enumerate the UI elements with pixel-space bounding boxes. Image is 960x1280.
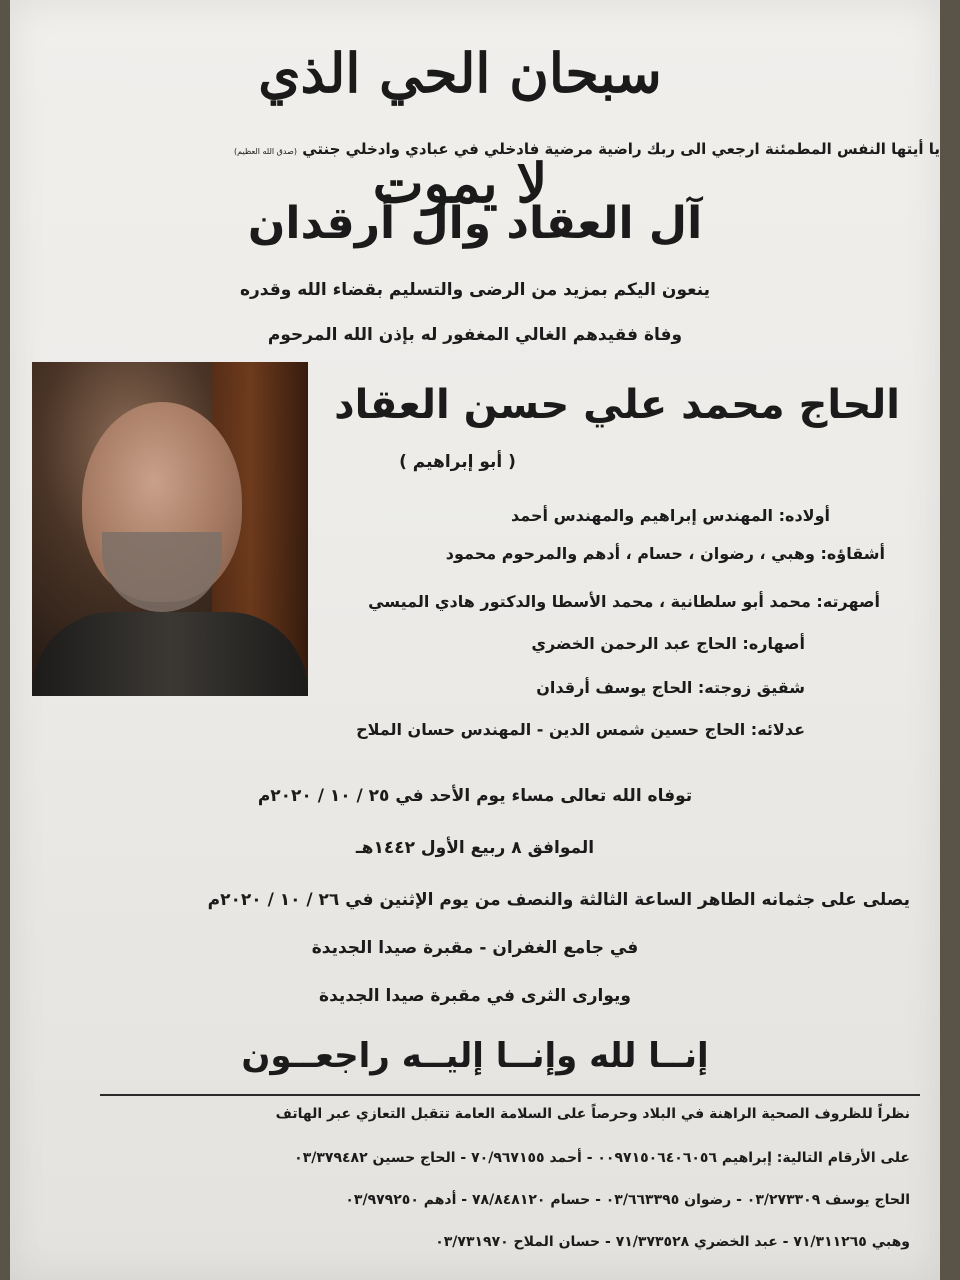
announcement-line-1: ينعون اليكم بمزيد من الرضى والتسليم بقضاء الله وقدره [239, 280, 711, 300]
prayer-info: يصلى على جثمانه الطاهر الساعة الثالثة والنصف من يوم الإثنين في ٢٦ / ١٠ / ٢٠٢٠م [207, 890, 910, 910]
relatives-line: أصهرته: محمد أبو سلطانية ، محمد الأسطا والدكتور هادي الميسي [368, 592, 880, 611]
verse-text: يا أيتها النفس المطمئنة ارجعي الى ربك راضية مرضية فادخلي في عبادي وادخلي جنتي [302, 140, 940, 158]
relatives-line: شقيق زوجته: الحاج يوسف أرقدان [536, 678, 805, 697]
verse-note: (صدق الله العظيم) [234, 147, 297, 156]
phone-numbers-line: وهبي ٧١/٣١١٢٦٥ - عبد الخضري ٧١/٣٧٣٥٢٨ - حسان الملاح ٠٣/٧٣١٩٧٠ [435, 1234, 910, 1250]
families-title: آل العقاد وآل أرقدان [247, 198, 703, 249]
death-date: توفاه الله تعالى مساء يوم الأحد في ٢٥ / ١٠ / ٢٠٢٠م [257, 786, 693, 806]
photo-beard [102, 532, 222, 612]
relatives-line: أولاده: المهندس إبراهيم والمهندس أحمد [511, 506, 830, 525]
hijri-date: الموافق ٨ ربيع الأول ١٤٤٢هـ [355, 838, 595, 858]
relatives-line: أصهاره: الحاج عبد الرحمن الخضري [531, 634, 805, 653]
notice-line: نظراً للظروف الصحية الراهنة في البلاد وحرصاً على السلامة العامة تتقبل التعازي عبر الهاتف [275, 1106, 910, 1122]
relatives-line: أشقاؤه: وهبي ، رضوان ، حسام ، أدهم والمرحوم محمود [445, 544, 885, 563]
closing-verse: إنــا لله وإنــا إليــه راجعــون [241, 1036, 709, 1076]
phone-numbers-line: على الأرقام التالية: إبراهيم ٠٠٩٧١٥٠٦٤٠٦٠٥٦ - أحمد ٧٠/٩٦٧١٥٥ - الحاج حسين ٠٣/٣٧٩٤٨٢ [294, 1150, 910, 1166]
deceased-photo [32, 362, 308, 696]
burial-info: ويوارى الثرى في مقبرة صيدا الجديدة [319, 986, 631, 1006]
deceased-kunya: ( أبو إبراهيم ) [399, 452, 516, 472]
divider [100, 1094, 920, 1096]
obituary-paper [10, 0, 940, 1280]
calligraphy-header: سبحان الحي الذي لا يموت [258, 41, 662, 215]
quran-verse [70, 140, 940, 158]
photo-shirt [32, 612, 308, 696]
announcement-line-2: وفاة فقيدهم الغالي المغفور له بإذن الله المرحوم [267, 325, 683, 345]
deceased-name: الحاج محمد علي حسن العقاد [334, 382, 900, 428]
mosque-info: في جامع الغفران - مقبرة صيدا الجديدة [311, 938, 639, 958]
relatives-line: عدلائه: الحاج حسين شمس الدين - المهندس حسان الملاح [356, 720, 805, 739]
phone-numbers-line: الحاج يوسف ٠٣/٢٧٣٣٠٩ - رضوان ٠٣/٦٦٣٣٩٥ - حسام ٧٨/٨٤٨١٢٠ - أدهم ٠٣/٩٧٩٢٥٠ [345, 1192, 910, 1208]
